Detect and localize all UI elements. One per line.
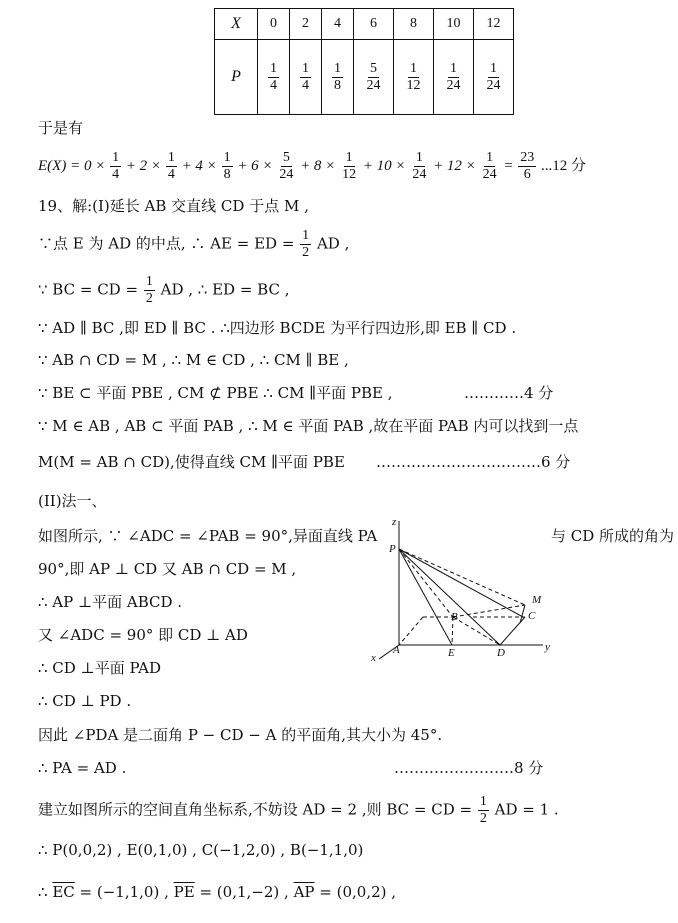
text-line: ∵ BE ⊂ 平面 PBE , CM ⊄ PBE ∴ CM ∥平面 PBE , xyxy=(38,384,393,402)
score-dots: ……………………8 分 xyxy=(394,759,544,777)
table-cell: 10 xyxy=(434,9,474,40)
text-line: 建立如图所示的空间直角坐标系,不妨设 AD = 2 ,则 BC = CD = $\frac{1}{2}$ AD = 1 . xyxy=(38,794,559,826)
figure-label: C xyxy=(528,610,536,622)
text-line: 90°,即 AP ⊥ CD 又 AB ∩ CD = M , xyxy=(38,560,297,578)
text-line: 如图所示, ∵ ∠ADC = ∠PAB = 90°,异面直线 PA xyxy=(38,527,378,545)
table-cell: $\frac{1}{24}$ xyxy=(434,40,474,115)
expectation-formula: E(X) = 0 × $\frac{1}{4}$ + 2 × $\frac{1}{4}$ + 4 × $\frac{1}{8}$ + 6 × $\frac{5}{24}$ + 8 × $\frac{1}{12}$ + 10 × $\frac{1}{24}$ + 12 × $\frac{1}{24}$ = $\frac{23}{6}$ ...12 分 xyxy=(38,150,586,182)
figure-label: x xyxy=(371,652,376,664)
text-line: ∴ $\overline{EC} = (-1,1,0)$ , $\overline{PE} = (0,1,-2)$ , $\overline{AP} = (0,0,2)$ , xyxy=(38,883,397,901)
table-cell: 2 xyxy=(290,9,322,40)
distribution-table xyxy=(214,8,514,115)
table-cell: $\frac{1}{24}$ xyxy=(474,40,514,115)
figure-label: y xyxy=(545,641,550,653)
text-line: ∴ PA = AD . xyxy=(38,759,127,777)
text-line: M(M = AB ∩ CD),使得直线 CM ∥平面 PBE xyxy=(38,453,345,471)
text-line: ∵ M ∈ AB , AB ⊂ 平面 PAB , ∴ M ∈ 平面 PAB ,故在平面 PAB 内可以找到一点 xyxy=(38,417,579,435)
pyramid-figure xyxy=(365,515,555,665)
text-line: (II)法一、 xyxy=(38,492,107,510)
text-line: ∵ AD ∥ BC ,即 ED ∥ BC . ∴四边形 BCDE 为平行四边形,即 EB ∥ CD . xyxy=(38,319,517,337)
table-header-p: P xyxy=(215,40,258,115)
figure-label: M xyxy=(532,594,542,606)
figure-label: P xyxy=(389,543,396,555)
figure-label: A xyxy=(393,644,400,656)
table-cell: 0 xyxy=(258,9,290,40)
figure-label: B xyxy=(451,611,458,623)
table-cell: 6 xyxy=(354,9,394,40)
table-cell: 12 xyxy=(474,9,514,40)
text-line: ∴ CD ⊥平面 PAD xyxy=(38,659,162,677)
score-dots: ……………………………6 分 xyxy=(376,453,571,471)
text-line: 又 ∠ADC = 90° 即 CD ⊥ AD xyxy=(38,626,248,644)
text-line: ∴ AP ⊥平面 ABCD . xyxy=(38,593,183,611)
text-line: ∵ BC = CD = $\frac{1}{2}$ AD , ∴ ED = BC , xyxy=(38,274,290,306)
table-cell: $\frac{5}{24}$ xyxy=(354,40,394,115)
table-cell: 4 xyxy=(322,9,354,40)
table-header-x: X xyxy=(215,9,258,40)
text-line: ∵点 E 为 AD 的中点, ∴ AE = ED = $\frac{1}{2}$ AD , xyxy=(38,228,350,260)
table-row-p xyxy=(215,40,514,115)
text-line: ∴ P(0,0,2) , E(0,1,0) , C(−1,2,0) , B(−1,1,0) xyxy=(38,841,364,859)
figure-label: z xyxy=(392,516,397,528)
text-line: 于是有 xyxy=(38,119,84,137)
text-line: 因此 ∠PDA 是二面角 P − CD − A 的平面角,其大小为 45°. xyxy=(38,726,443,744)
text-line: ∴ CD ⊥ PD . xyxy=(38,692,132,710)
score-dots: …………4 分 xyxy=(464,384,554,402)
text-line: ∵ AB ∩ CD = M , ∴ M ∈ CD , ∴ CM ∥ BE , xyxy=(38,351,349,369)
table-row-x xyxy=(215,9,514,40)
table-cell: $\frac{1}{12}$ xyxy=(394,40,434,115)
figure-label: D xyxy=(497,647,505,659)
text-line: 19、解:(I)延长 AB 交直线 CD 于点 M , xyxy=(38,197,309,215)
text-line: 与 CD 所成的角为 xyxy=(551,527,675,545)
table-cell: $\frac{1}{4}$ xyxy=(290,40,322,115)
table-cell: 8 xyxy=(394,9,434,40)
table-cell: $\frac{1}{4}$ xyxy=(258,40,290,115)
figure-label: E xyxy=(448,647,455,659)
table-cell: $\frac{1}{8}$ xyxy=(322,40,354,115)
